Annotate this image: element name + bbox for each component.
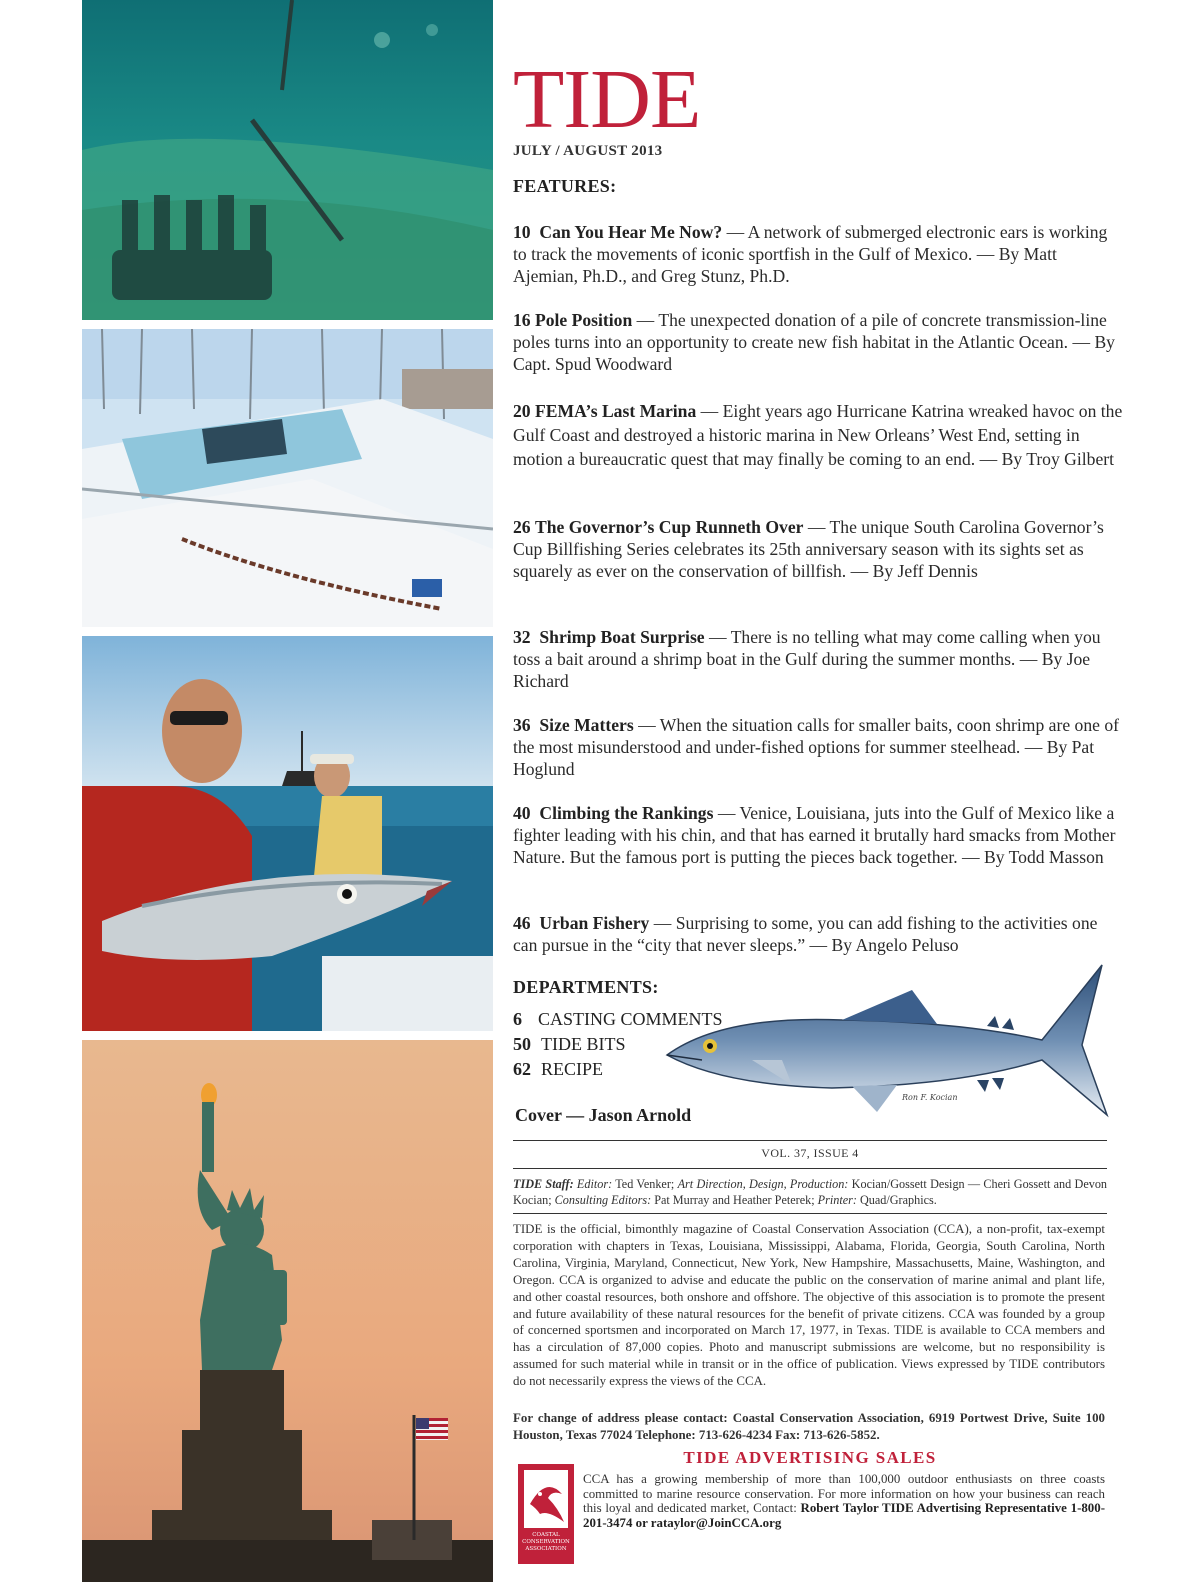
photo-underwater-reef <box>82 0 493 320</box>
feature-desc: A network of submerged electronic ears is working to track the movements of iconic sportfish in the Gulf of Mexico. <box>513 222 1108 264</box>
department-item <box>513 1057 723 1082</box>
staff-credits <box>513 1176 1107 1208</box>
feature-byline: By Jeff Dennis <box>872 561 978 581</box>
feature-page: 20 <box>513 401 531 421</box>
photo-damaged-marina <box>82 329 493 627</box>
department-item <box>513 1032 723 1057</box>
feature-item: 16 Pole Position — The unexpected donation of a pile of concrete transmission-line poles turns into an opportunity to create new fish habitat in the Atlantic Ocean. — By Capt. Spud Woodward <box>513 310 1115 374</box>
department-item <box>513 1007 723 1032</box>
staff-printer-role: Printer: <box>817 1193 857 1207</box>
photo-statue-of-liberty <box>82 1040 493 1582</box>
feature-title: The Governor’s Cup Runneth Over <box>535 517 804 537</box>
feature-byline: By Capt. Spud Woodward <box>513 332 1115 374</box>
advertising-body: CCA has a growing membership of more than 100,000 outdoor enthusiasts on three coasts committed to marine resource conservation. For more information on how your business can reach this loyal and dedicated market, Contact: <box>583 1472 1105 1516</box>
feature-title: Can You Hear Me Now? <box>539 222 723 242</box>
divider <box>513 1168 1107 1169</box>
staff-design-role: Art Direction, Design, Production: <box>677 1177 849 1191</box>
feature-byline: By Troy Gilbert <box>1001 449 1115 469</box>
cca-logo-text: COASTAL CONSERVATION ASSOCIATION <box>522 1532 570 1552</box>
feature-title: Shrimp Boat Surprise <box>539 627 705 647</box>
feature-page: 46 <box>513 913 531 933</box>
feature-desc: Venice, Louisiana, juts into the Gulf of Mexico like a fighter leading with his chin, and that has earned it brutally hard smacks from Mother Nature. But the famous port is putting the pieces back together. <box>513 803 1116 867</box>
feature-page: 40 <box>513 803 531 823</box>
divider <box>513 1140 1107 1141</box>
cca-logo <box>518 1464 574 1564</box>
staff-consulting-role: Consulting Editors: <box>554 1193 652 1207</box>
illustrator-signature: Ron F. Kocian <box>902 1093 958 1102</box>
feature-page: 10 <box>513 222 531 242</box>
feature-item: 26 The Governor’s Cup Runneth Over — The unique South Carolina Governor’s Cup Billfishing Series celebrates its 25th anniversary season with its sights set as squarely as ever on the conservation of billfish. — By Jeff Dennis <box>513 517 1104 581</box>
feature-desc: The unexpected donation of a pile of concrete transmission-line poles turns into an opportunity to create new fish habitat in the Atlantic Ocean. <box>513 310 1107 352</box>
feature-item: 46 Urban Fishery — Surprising to some, you can add fishing to the activities one can pursue in the “city that never sleeps.” — By Angelo Peluso <box>513 913 1098 955</box>
feature-title: Pole Position <box>535 310 633 330</box>
about-text: TIDE is the official, bimonthly magazine of Coastal Conservation Association (CCA), a non-profit, tax-exempt corporation with chapters in Texas, Louisiana, Mississippi, Alabama, Florida, Georgia, South Carolina, North Carolina, Virginia, Maryland, Connecticut, New York, New Hampshire, Massachusetts, Maine, Washington, and Oregon. CCA is organized to advise and educate the public on the conservation of marine animal and plant life, and other coastal resources, both onshore and offshore. The objective of this association is to promote the present and future availability of these natural resources for the benefit of private citizens. CCA was founded by a group of concerned sportsmen and incorporated on March 17, 1977, in Texas. TIDE is available to CCA members and has a circulation of 87,000 copies. Photo and manuscript submissions are welcome, but no responsibility is assumed for such material while in transit or in the office of publication. Views expressed by TIDE contributors do not necessarily express the views of the CCA. <box>513 1222 1105 1389</box>
feature-page: 36 <box>513 715 531 735</box>
staff-design: Kocian/Gossett Design — Cheri Gossett and Devon Kocian; <box>513 1177 1108 1207</box>
staff-label: TIDE Staff: <box>513 1177 574 1191</box>
feature-desc: Eight years ago Hurricane Katrina wreaked havoc on the Gulf Coast and destroyed a historic marina in New Orleans’ West End, setting in motion a bureaucratic quest that may finally be coming to an end. <box>513 401 1123 469</box>
advertising-contact: Robert Taylor TIDE Advertising Representative 1-800-201-3474 or rataylor@JoinCCA.org <box>583 1501 1105 1530</box>
feature-byline: By Angelo Peluso <box>831 935 959 955</box>
staff-printer: Quad/Graphics. <box>859 1193 937 1207</box>
mackerel-illustration <box>662 960 1110 1120</box>
issue-date: JULY / AUGUST 2013 <box>513 143 663 159</box>
feature-page: 26 <box>513 517 531 537</box>
feature-desc: Surprising to some, you can add fishing to the activities one can pursue in the “city that never sleeps.” <box>513 913 1098 955</box>
masthead-title: TIDE <box>513 53 701 146</box>
feature-desc: The unique South Carolina Governor’s Cup Billfishing Series celebrates its 25th anniversary season with its sights set as squarely as ever on the conservation of billfish. <box>513 517 1104 581</box>
cover-credit: Cover — Jason Arnold <box>515 1105 692 1125</box>
department-page: 6 <box>513 1009 522 1029</box>
address-contact: For change of address please contact: Coastal Conservation Association, 6919 Portwest Drive, Suite 100 Houston, Texas 77024 Telephone: 713-626-4234 Fax: 713-626-5852. <box>513 1411 1105 1442</box>
feature-title: Size Matters <box>539 715 634 735</box>
feature-page: 32 <box>513 627 531 647</box>
volume-issue: VOL. 37, ISSUE 4 <box>761 1146 859 1160</box>
feature-byline: By Todd Masson <box>984 847 1104 867</box>
feature-title: FEMA’s Last Marina <box>535 401 697 421</box>
feature-item: 32 Shrimp Boat Surprise — There is no telling what may come calling when you toss a bait around a shrimp boat in the Gulf during the summer months. — By Joe Richard <box>513 627 1101 691</box>
departments-list <box>513 1007 723 1082</box>
feature-title: Climbing the Rankings <box>539 803 714 823</box>
staff-editor-role: Editor: <box>576 1177 613 1191</box>
feature-desc: When the situation calls for smaller baits, coon shrimp are one of the most misunderstood and under-fished options for summer steelhead. <box>513 715 1120 757</box>
feature-item: 40 Climbing the Rankings — Venice, Louisiana, juts into the Gulf of Mexico like a fighter leading with his chin, and that has earned it brutally hard smacks from Mother Nature. But the famous port is putting the pieces back together. — By Todd Masson <box>513 803 1116 867</box>
feature-byline: By Pat Hoglund <box>513 737 1095 779</box>
departments-heading: DEPARTMENTS: <box>513 977 659 997</box>
divider <box>513 1213 1107 1214</box>
feature-byline: By Matt Ajemian, Ph.D., and Greg Stunz, Ph.D. <box>513 244 1057 286</box>
feature-item: 10 Can You Hear Me Now? — A network of submerged electronic ears is working to track the movements of iconic sportfish in the Gulf of Mexico. — By Matt Ajemian, Ph.D., and Greg Stunz, Ph.D. <box>513 222 1108 286</box>
photo-angler-with-fish <box>82 636 493 1031</box>
feature-item: 36 Size Matters — When the situation calls for smaller baits, coon shrimp are one of the most misunderstood and under-fished options for summer steelhead. — By Pat Hoglund <box>513 715 1120 779</box>
advertising-text <box>583 1472 1105 1530</box>
feature-item: 20 FEMA’s Last Marina — Eight years ago Hurricane Katrina wreaked havoc on the Gulf Coast and destroyed a historic marina in New Orleans’ West End, setting in motion a bureaucratic quest that may finally be coming to an end. — By Troy Gilbert <box>513 401 1123 469</box>
feature-title: Urban Fishery <box>539 913 650 933</box>
department-name: CASTING COMMENTS <box>538 1009 723 1029</box>
advertising-heading: TIDE ADVERTISING SALES <box>683 1448 937 1467</box>
staff-consulting: Pat Murray and Heather Peterek; <box>654 1193 815 1207</box>
department-page: 62 <box>513 1059 531 1079</box>
feature-page: 16 <box>513 310 531 330</box>
department-name: TIDE BITS <box>541 1034 626 1054</box>
feature-desc: There is no telling what may come calling when you toss a bait around a shrimp boat in the Gulf during the summer months. <box>513 627 1101 669</box>
feature-byline: By Joe Richard <box>513 649 1091 691</box>
department-page: 50 <box>513 1034 531 1054</box>
staff-editor: Ted Venker; <box>615 1177 675 1191</box>
features-heading: FEATURES: <box>513 176 617 196</box>
department-name: RECIPE <box>541 1059 604 1079</box>
